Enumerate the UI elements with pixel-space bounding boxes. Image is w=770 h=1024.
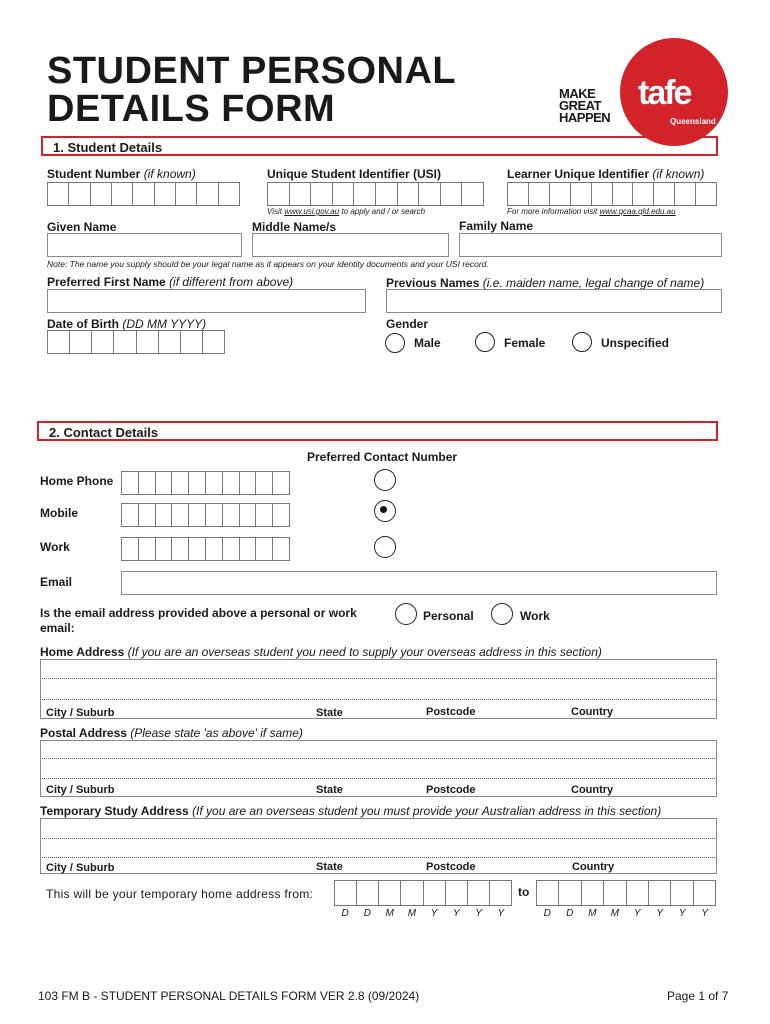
title-line-2: DETAILS FORM <box>47 88 336 130</box>
postal-country-label: Country <box>571 784 614 796</box>
email-field[interactable] <box>121 571 717 595</box>
previous-names-label: Previous Names (i.e. maiden name, legal change of name) <box>386 276 705 290</box>
preferred-contact-label: Preferred Contact Number <box>307 450 458 464</box>
temp-city-label: City / Suburb <box>46 862 115 874</box>
postal-address-line <box>42 758 715 759</box>
form-id: 103 FM B - STUDENT PERSONAL DETAILS FORM VER 2.8 (09/2024) <box>38 989 420 1003</box>
temp-to-label: to <box>518 885 530 899</box>
email-type-question: Is the email address provided above a personal or work email: <box>40 606 357 635</box>
previous-names-field[interactable] <box>386 289 722 313</box>
usi-note: Visit www.usi.gov.au to apply and / or search <box>267 207 426 216</box>
name-note: Note: The name you supply should be your legal name as it appears on your identity documents and your USI record. <box>47 259 489 269</box>
temp-from-label: This will be your temporary home address from: <box>46 887 314 901</box>
home-state-label: State <box>316 707 343 719</box>
given-name-label: Given Name <box>47 220 117 234</box>
tagline-line-1: MAKE <box>559 86 596 101</box>
home-city-label: City / Suburb <box>46 707 115 719</box>
temp-state-label: State <box>316 861 343 873</box>
email-work-radio[interactable] <box>491 603 513 625</box>
preferred-name-field[interactable] <box>47 289 366 313</box>
page-title <box>47 52 456 128</box>
qcaa-link[interactable]: www.qcaa.qld.edu.au <box>599 207 676 216</box>
given-name-field[interactable] <box>47 233 242 257</box>
gender-label: Gender <box>386 317 429 331</box>
tagline-line-2: GREAT <box>559 98 602 113</box>
home-phone-preferred-radio[interactable] <box>374 469 396 491</box>
mobile-label: Mobile <box>40 506 78 520</box>
home-country-label: Country <box>571 706 614 718</box>
mobile-field[interactable] <box>121 503 290 527</box>
usi-field[interactable] <box>267 182 484 206</box>
home-address-line <box>42 678 715 679</box>
postal-address-field[interactable] <box>40 740 717 797</box>
email-personal-label: Personal <box>423 609 474 623</box>
email-work-label: Work <box>520 609 550 623</box>
gender-male-label: Male <box>414 336 441 350</box>
gender-female-radio[interactable] <box>475 332 495 352</box>
postal-state-label: State <box>316 784 343 796</box>
temp-address-line <box>42 857 715 858</box>
usi-label: Unique Student Identifier (USI) <box>267 167 441 181</box>
gender-unspecified-radio[interactable] <box>572 332 592 352</box>
mobile-preferred-radio[interactable] <box>374 500 396 522</box>
lui-label: Learner Unique Identifier (if known) <box>507 167 705 181</box>
email-personal-radio[interactable] <box>395 603 417 625</box>
gender-unspecified-label: Unspecified <box>601 336 670 350</box>
preferred-name-label: Preferred First Name (if different from above) <box>47 275 294 289</box>
postal-city-label: City / Suburb <box>46 784 115 796</box>
dob-label: Date of Birth (DD MM YYYY) <box>47 317 207 331</box>
temp-address-line <box>42 838 715 839</box>
title-line-1: STUDENT PERSONAL <box>47 50 457 92</box>
section-contact-details: 2. Contact Details <box>37 421 718 441</box>
section-student-details: 1. Student Details <box>41 136 718 156</box>
tagline-line-3: HAPPEN <box>559 110 611 125</box>
temp-country-label: Country <box>572 861 615 873</box>
tafe-logo <box>620 38 728 146</box>
student-number-field[interactable] <box>47 182 240 206</box>
logo-sub: Queensland <box>670 117 716 126</box>
home-phone-field[interactable] <box>121 471 290 495</box>
home-address-line <box>42 699 715 700</box>
temp-from-date-field[interactable] <box>334 880 512 906</box>
home-address-field[interactable] <box>40 659 717 719</box>
page-number: Page 1 of 7 <box>667 989 729 1003</box>
family-name-label: Family Name <box>459 219 534 233</box>
temp-to-date-field[interactable] <box>536 880 716 906</box>
home-address-label: Home Address (If you are an overseas student you need to supply your overseas address in this section) <box>40 645 602 659</box>
from-date-format: D D M M Y Y Y Y <box>341 908 505 919</box>
lui-note: For more information visit www.qcaa.qld.edu.au <box>507 207 676 216</box>
tagline <box>559 88 610 124</box>
temp-address-field[interactable] <box>40 818 717 874</box>
work-preferred-radio[interactable] <box>374 536 396 558</box>
temp-postcode-label: Postcode <box>426 861 476 873</box>
logo-word: tafe <box>638 74 691 112</box>
home-postcode-label: Postcode <box>426 706 476 718</box>
student-number-label: Student Number (if known) <box>47 167 196 181</box>
work-label: Work <box>40 540 70 554</box>
gender-female-label: Female <box>504 336 546 350</box>
postal-address-label: Postal Address (Please state 'as above' if same) <box>40 726 303 740</box>
to-date-format: D D M M Y Y Y Y <box>543 908 709 919</box>
home-phone-label: Home Phone <box>40 474 114 488</box>
middle-name-label: Middle Name/s <box>252 220 337 234</box>
work-phone-field[interactable] <box>121 537 290 561</box>
lui-field[interactable] <box>507 182 717 206</box>
postal-postcode-label: Postcode <box>426 784 476 796</box>
dob-field[interactable] <box>47 330 225 354</box>
temp-address-label: Temporary Study Address (If you are an overseas student you must provide your Australian address in this section) <box>40 804 662 818</box>
family-name-field[interactable] <box>459 233 722 257</box>
email-label: Email <box>40 575 73 589</box>
usi-link[interactable]: www.usi.gov.au <box>284 207 340 216</box>
gender-male-radio[interactable] <box>385 333 405 353</box>
middle-name-field[interactable] <box>252 233 449 257</box>
postal-address-line <box>42 778 715 779</box>
